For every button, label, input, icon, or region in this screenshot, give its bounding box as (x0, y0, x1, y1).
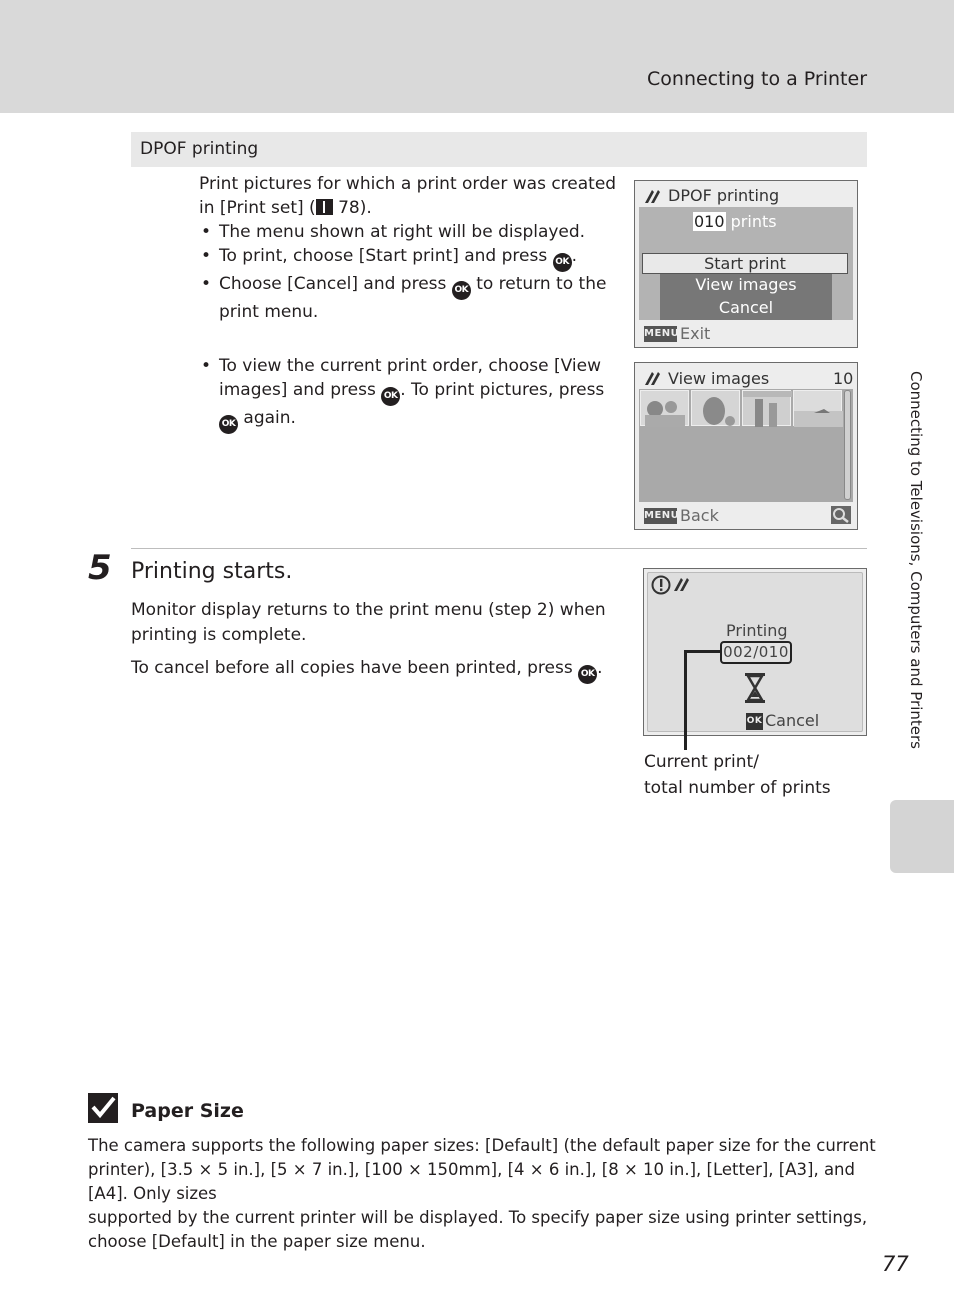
menu-option-start-print[interactable]: Start print (642, 253, 848, 274)
running-header: Connecting to a Printer (647, 68, 867, 90)
photo-icon (743, 391, 792, 427)
list-item (199, 244, 619, 272)
menu-option-cancel[interactable]: Cancel (718, 298, 774, 317)
print-count (693, 212, 777, 231)
camera-screen-dpof-menu (634, 180, 858, 348)
chapter-side-label: Connecting to Televisions, Computers and Printers (907, 371, 925, 749)
note-body (88, 1134, 878, 1254)
step-line: . (597, 658, 603, 678)
callout-line: Current print/ (644, 752, 759, 772)
callout-leader (684, 650, 687, 750)
thumbnail[interactable] (742, 390, 791, 426)
print-count-value: 010 (694, 212, 725, 231)
image-count: 10 (833, 369, 854, 388)
thumbnail[interactable] (793, 390, 842, 426)
ok-button-icon: OK (452, 281, 471, 300)
list-item (199, 220, 619, 244)
warning-icon (651, 575, 671, 595)
step-number: 5 (88, 548, 112, 588)
camera-screen-view-images (634, 362, 858, 530)
zoom-icon (831, 506, 851, 524)
step-paragraph (131, 598, 611, 648)
ok-key-icon: OK (746, 713, 763, 730)
print-counter: 002/010 (720, 641, 792, 664)
list-item (199, 272, 619, 324)
menu-option-view-images[interactable]: View images (695, 275, 797, 294)
intro-paragraph (199, 173, 619, 220)
cancel-label: Cancel (765, 711, 820, 730)
section-heading (131, 132, 867, 167)
checkmark-note-icon (88, 1093, 118, 1123)
list-item-text: to return to the (470, 274, 607, 294)
scrollbar[interactable] (844, 390, 851, 500)
list-item-text: Choose [Cancel] and press (219, 274, 452, 294)
step-title: Printing starts. (131, 559, 293, 584)
back-label: Back (680, 506, 719, 525)
list-item (199, 354, 619, 434)
note-line: The camera supports the following paper sizes: [Default] (the default paper size for the current (88, 1136, 876, 1155)
chapter-tab (890, 800, 954, 873)
photo-icon (641, 391, 690, 427)
menu-key-icon: MENU (644, 508, 677, 524)
menu-key-icon: MENU (644, 326, 677, 342)
callout-label (644, 749, 874, 801)
intro-text: in [Print set] ( (199, 197, 316, 218)
screen-title: DPOF printing (668, 186, 780, 205)
hourglass-icon (744, 673, 766, 703)
print-count-unit: prints (730, 212, 777, 231)
note-line: choose [Default] in the paper size menu. (88, 1232, 426, 1251)
thumbnail-panel (639, 389, 853, 502)
list-item-text: . To print pictures, press (400, 380, 605, 400)
note-line: printer), [3.5 × 5 in.], [5 × 7 in.], [100 × 150mm], [4 × 6 in.], [8 × 10 in.], [Letter], [A3], and [A4]. Only sizes (88, 1160, 855, 1203)
list-item-text: images] and press (219, 380, 382, 400)
note-title: Paper Size (131, 1100, 244, 1122)
ok-button-icon: OK (578, 665, 597, 684)
step-paragraph (131, 657, 611, 684)
list-item-text: To view the current print order, choose [View (219, 356, 601, 376)
instruction-list (199, 354, 619, 434)
screen-title: View images (668, 369, 770, 388)
instruction-list (199, 220, 619, 324)
list-item-text: To print, choose [Start print] and press (219, 246, 553, 266)
printer-icon (643, 369, 661, 387)
menu-options-group (660, 274, 832, 320)
section-title: DPOF printing (140, 139, 259, 159)
menu-panel (639, 207, 853, 320)
exit-label: Exit (680, 324, 711, 343)
header-band (0, 0, 954, 113)
ok-button-icon: OK (381, 387, 400, 406)
photo-icon (692, 391, 741, 427)
intro-line (199, 197, 619, 221)
ok-button-icon: OK (553, 253, 572, 272)
note-line: supported by the current printer will be displayed. To specify paper size using printer settings, (88, 1208, 868, 1227)
camera-screen-printing (643, 568, 867, 736)
book-reference-icon (316, 199, 333, 215)
list-item-text: The menu shown at right will be displayed. (219, 222, 586, 242)
step-line: To cancel before all copies have been printed, press (131, 658, 579, 678)
list-item-text: print menu. (219, 302, 319, 322)
printer-icon (643, 187, 661, 205)
printing-label: Printing (726, 621, 788, 640)
step-line: printing is complete. (131, 625, 307, 645)
intro-text: 78). (332, 197, 372, 218)
intro-line: Print pictures for which a print order was created (199, 174, 617, 194)
divider (131, 548, 867, 549)
photo-icon (794, 391, 843, 427)
callout-line: total number of prints (644, 778, 831, 798)
thumbnail[interactable] (640, 390, 689, 426)
list-item-text: . (571, 246, 578, 266)
printer-icon (672, 575, 690, 593)
page-number: 77 (882, 1252, 909, 1276)
thumbnail[interactable] (691, 390, 740, 426)
ok-button-icon: OK (219, 415, 238, 434)
list-item-text: again. (238, 408, 296, 428)
step-line: Monitor display returns to the print menu (step 2) when (131, 600, 606, 620)
callout-leader (684, 650, 721, 653)
